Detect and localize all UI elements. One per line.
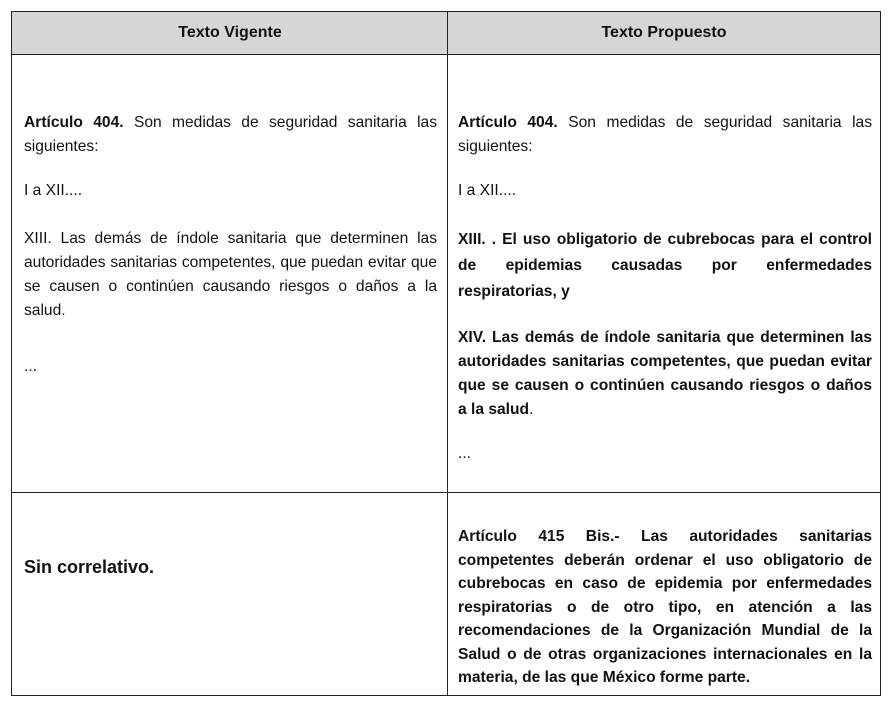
header-current-text: Texto Vigente [12, 12, 448, 55]
proposed-ellipsis: ... [458, 445, 471, 462]
proposed-fraction-xiv-paragraph [458, 326, 872, 422]
header-proposed-text: Texto Propuesto [448, 12, 880, 55]
current-fraction-xiii: XIII. Las demás de índole sanitaria que determinen las autoridades sanitarias competentes, que puedan evitar que se causen o continúen causando riesgos o daños a la salud. [24, 230, 437, 319]
proposed-fraction-xiv [458, 326, 872, 422]
current-article-404 [24, 111, 437, 159]
current-range: I a XII.... [24, 182, 83, 199]
proposed-article-404 [458, 111, 872, 159]
comparison-table [11, 11, 881, 696]
no-correlative: Sin correlativo. [24, 557, 155, 577]
proposed-fraction-xiv-end: . [529, 401, 534, 418]
column-divider [447, 12, 448, 695]
proposed-range: I a XII.... [458, 182, 517, 199]
row-divider [12, 492, 880, 493]
proposed-fraction-xiii: XIII. . El uso obligatorio de cubrebocas para el control de epidemias causadas por enfermedades respiratorias, y [458, 231, 872, 300]
proposed-article-404-title: Artículo 404. [458, 114, 558, 131]
proposed-article-404-paragraph [458, 111, 872, 159]
proposed-fraction-xiv-text: XIV. Las demás de índole sanitaria que determinen las autoridades sanitarias competentes, que puedan evitar que se causen o continúen causando riesgos o daños a la salud [458, 329, 872, 418]
current-article-404-title: Artículo 404. [24, 114, 124, 131]
proposed-article-404-text: Son medidas de seguridad sanitaria las siguientes: [458, 114, 873, 155]
current-article-404-paragraph [24, 111, 437, 159]
current-ellipsis: ... [24, 358, 37, 375]
current-article-404-text: Son medidas de seguridad sanitaria las siguientes: [24, 114, 438, 155]
proposed-article-415-bis: Artículo 415 Bis.- Las autoridades sanitarias competentes deberán ordenar el uso obligatorio de cubrebocas en caso de epidemia por enfermedades respiratorias o de otro tipo, en atención a las recomendaciones de la Organización Mundial de la Salud o de otras organizaciones internacionales en la materia, de las que México forme parte. [458, 528, 872, 686]
